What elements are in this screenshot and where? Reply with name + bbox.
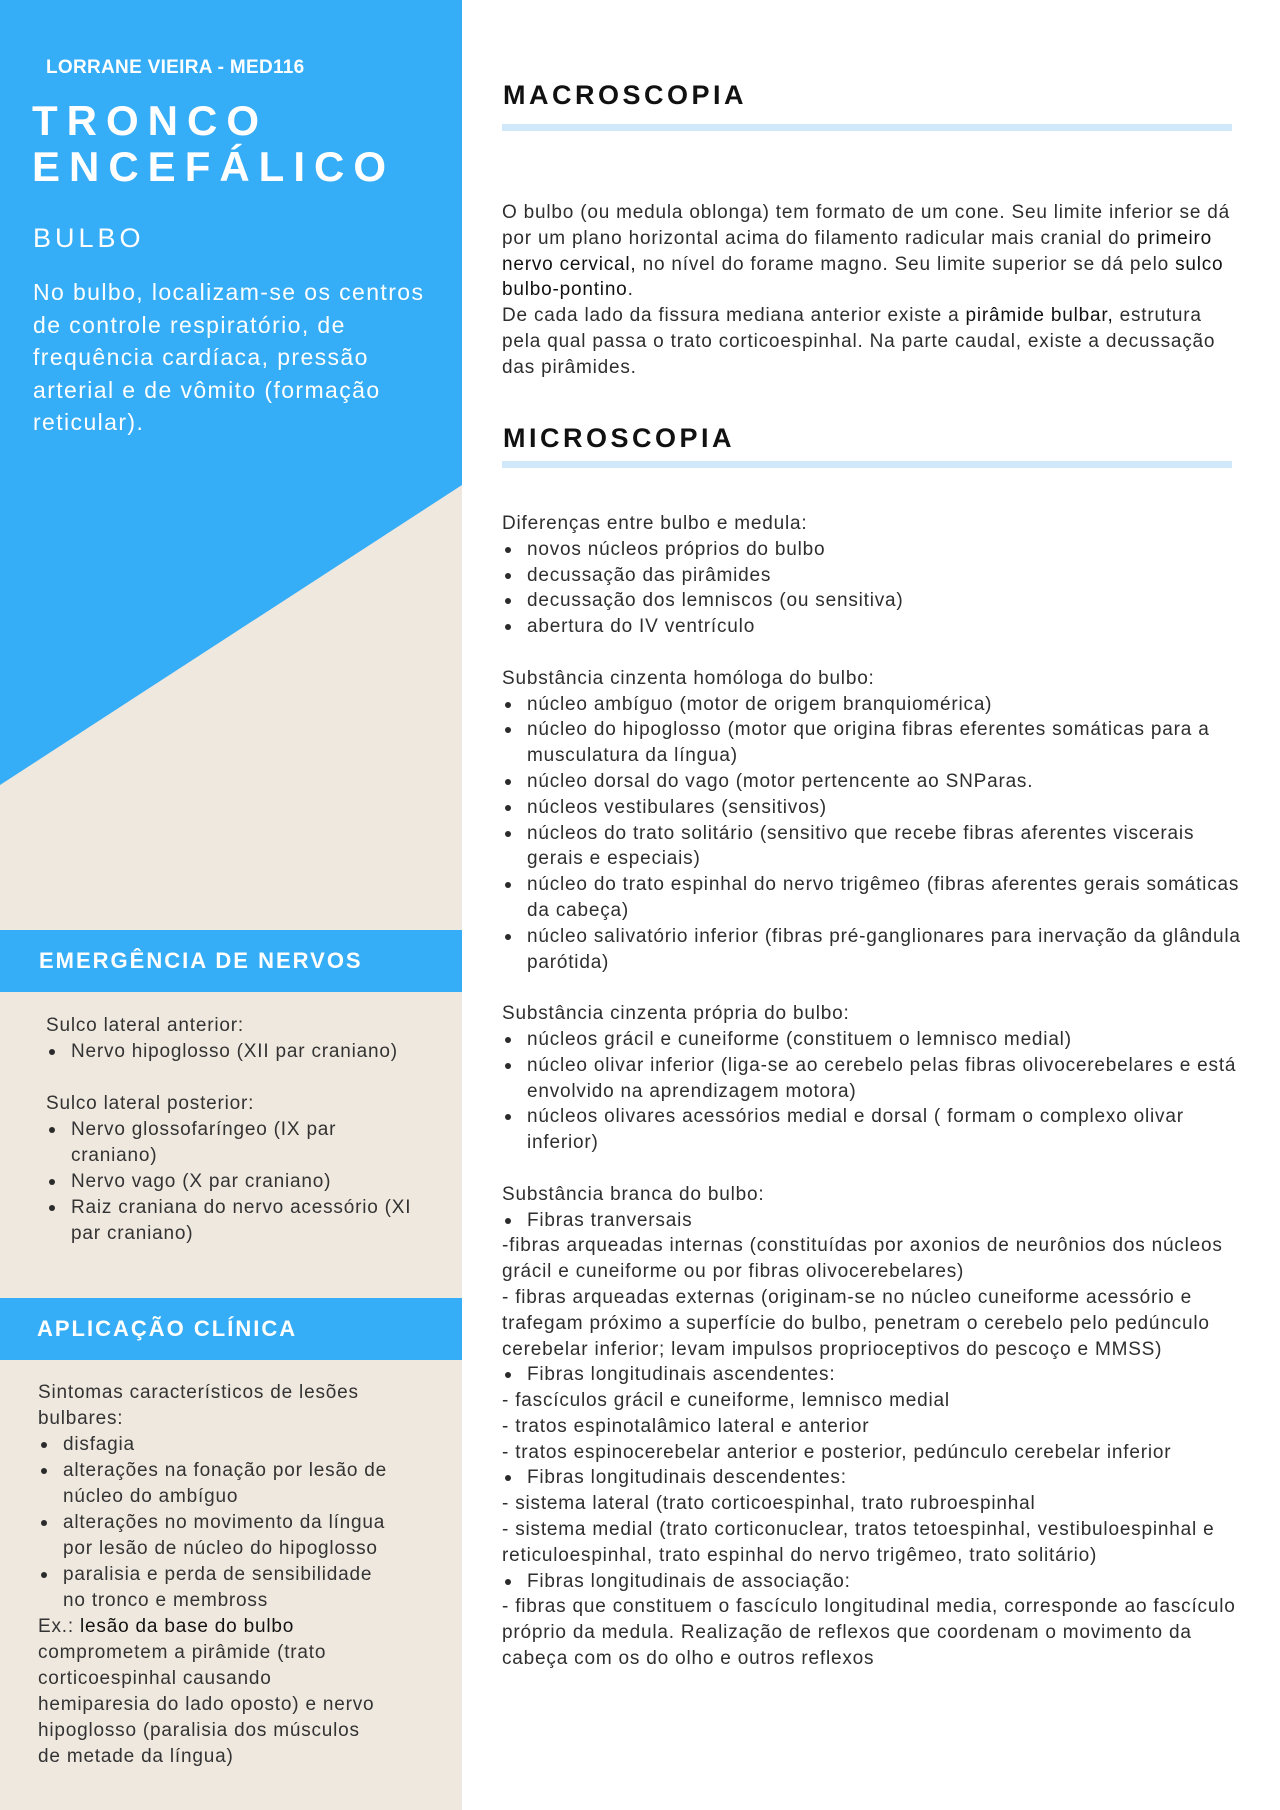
list-item: Nervo glossofaríngeo (IX par craniano) bbox=[46, 1117, 416, 1169]
list-item: abertura do IV ventrículo bbox=[502, 614, 1242, 640]
homologa-label: Substância cinzenta homóloga do bulbo: bbox=[502, 667, 875, 689]
list-item: núcleos olivares acessórios medial e dorsal ( formam o complexo olivar inferior) bbox=[502, 1104, 1242, 1156]
list-item: Raiz craniana do nervo acessório (XI par craniano) bbox=[46, 1195, 416, 1247]
list-item: alterações no movimento da língua por lesão de núcleo do hipoglosso bbox=[38, 1510, 398, 1562]
propria-label: Substância cinzenta própria do bulbo: bbox=[502, 1003, 850, 1025]
heading-microscopia: MICROSCOPIA bbox=[503, 423, 736, 453]
heading-rule bbox=[502, 461, 1232, 468]
example-highlight: lesão da base do bulbo bbox=[80, 1616, 295, 1637]
aplicacao-example bbox=[38, 1614, 378, 1770]
branca-label: Substância branca do bulbo: bbox=[502, 1183, 765, 1205]
list-item: núcleo dorsal do vago (motor pertencente ao SNParas. bbox=[502, 769, 1242, 795]
list-item: núcleos grácil e cuneiforme (constituem o lemnisco medial) bbox=[502, 1027, 1242, 1053]
text-line: - fascículos grácil e cuneiforme, lemnisco medial bbox=[502, 1390, 950, 1412]
example-text: comprometem a pirâmide (trato corticoespinhal causando hemiparesia do lado oposto) e nervo hipoglosso (paralisia dos músculos de metade da língua) bbox=[38, 1642, 375, 1767]
section-heading-emergencia: EMERGÊNCIA DE NERVOS bbox=[0, 930, 462, 992]
intro-text: No bulbo, localizam-se os centros de controle respiratório, de frequência cardíaca, pressão arterial e de vômito (formação reticular). bbox=[33, 279, 425, 435]
list-item: paralisia e perda de sensibilidade no tronco e membross bbox=[38, 1562, 398, 1614]
list-item: disfagia bbox=[38, 1432, 398, 1458]
list-item: núcleo do hipoglosso (motor que origina fibras eferentes somáticas para a musculatura da língua) bbox=[502, 717, 1242, 769]
list-item: Fibras longitudinais ascendentes: bbox=[502, 1362, 1242, 1388]
author-name: LORRANE VIEIRA - MED116 bbox=[46, 57, 305, 78]
diferencas-label: Diferenças entre bulbo e medula: bbox=[502, 513, 808, 534]
list-item: núcleo salivatório inferior (fibras pré-ganglionares para inervação da glândula parótida) bbox=[502, 924, 1242, 976]
list-item: Nervo vago (X par craniano) bbox=[46, 1169, 416, 1195]
list-item: núcleo ambíguo (motor de origem branquiomérica) bbox=[502, 692, 1242, 718]
list-item: núcleos vestibulares (sensitivos) bbox=[502, 795, 1242, 821]
text-line: -fibras arqueadas internas (constituídas por axonios de neurônios dos núcleos grácil e cuneiforme ou por fibras olivocerebelares) bbox=[502, 1235, 1223, 1283]
list-item: Fibras tranversais bbox=[502, 1208, 1242, 1234]
text-line: - fibras que constituem o fascículo longitudinal media, corresponde ao fascículo próprio da medula. Realização de reflexos que coordenam o movimento da cabeça com os do olho e outros reflexos bbox=[502, 1596, 1236, 1670]
page-subtitle: BULBO bbox=[33, 223, 145, 253]
text-line: - tratos espinotalâmico lateral e anterior bbox=[502, 1415, 870, 1437]
text-line: - sistema lateral (trato corticoespinhal, trato rubroespinhal bbox=[502, 1493, 1036, 1515]
posterior-label: Sulco lateral posterior: bbox=[46, 1092, 255, 1114]
list-item: decussação das pirâmides bbox=[502, 563, 1242, 589]
aplicacao-content bbox=[38, 1380, 408, 1770]
text-line: - fibras arqueadas externas (originam-se no núcleo cuneiforme acessório e trafegam próximo a superfície do bulbo, penetram o cerebelo pelo pedúnculo cerebelar inferior; levam impulsos proprioceptivos do pescoço e MMSS) bbox=[502, 1286, 1210, 1360]
macroscopia-paragraph-2: De cada lado da fissura mediana anterior existe a pirâmide bulbar, estrutura pela qual passa o trato corticoespinhal. Na parte caudal, existe a decussação das pirâmides. bbox=[502, 305, 1216, 378]
list-item: Nervo hipoglosso (XII par craniano) bbox=[46, 1039, 446, 1065]
aplicacao-label: Sintomas característicos de lesões bulbares: bbox=[38, 1382, 359, 1429]
anterior-label: Sulco lateral anterior: bbox=[46, 1015, 244, 1036]
sidebar bbox=[0, 0, 462, 1810]
list-item: novos núcleos próprios do bulbo bbox=[502, 537, 1242, 563]
title-line-2: ENCEFÁLICO bbox=[32, 143, 395, 190]
list-item: decussação dos lemniscos (ou sensitiva) bbox=[502, 588, 1242, 614]
heading-macroscopia: MACROSCOPIA bbox=[503, 80, 748, 110]
heading-rule bbox=[502, 124, 1232, 131]
title-line-1: TRONCO bbox=[32, 97, 268, 144]
text-line: - sistema medial (trato corticonuclear, tratos tetoespinhal, vestibuloespinhal e reticuloespinhal, trato espinhal do nervo trigêmeo, trato solitário) bbox=[502, 1519, 1215, 1566]
list-item: núcleo do trato espinhal do nervo trigêmeo (fibras aferentes gerais somáticas da cabeça) bbox=[502, 872, 1242, 924]
section-heading-aplicacao: APLICAÇÃO CLÍNICA bbox=[0, 1298, 462, 1360]
list-item: alterações na fonação por lesão de núcleo do ambíguo bbox=[38, 1458, 398, 1510]
list-item: Fibras longitudinais descendentes: bbox=[502, 1465, 1242, 1491]
text-line: - tratos espinocerebelar anterior e posterior, pedúnculo cerebelar inferior bbox=[502, 1441, 1172, 1463]
microscopia-text bbox=[502, 511, 1242, 1672]
list-item: núcleo olivar inferior (liga-se ao cerebelo pelas fibras olivocerebelares e está envolvido na aprendizagem motora) bbox=[502, 1053, 1242, 1105]
list-item: Fibras longitudinais de associação: bbox=[502, 1569, 1242, 1595]
page-title bbox=[32, 98, 395, 190]
emergencia-content bbox=[46, 1013, 446, 1247]
macroscopia-text bbox=[502, 200, 1242, 381]
list-item: núcleos do trato solitário (sensitivo que recebe fibras aferentes viscerais gerais e especiais) bbox=[502, 821, 1242, 873]
example-prefix: Ex.: bbox=[38, 1616, 81, 1637]
macroscopia-paragraph-1: O bulbo (ou medula oblonga) tem formato de um cone. Seu limite inferior se dá por um plano horizontal acima do filamento radicular mais cranial do primeiro nervo cervical, no nível do forame magno. Seu limite superior se dá pelo sulco bulbo-pontino. bbox=[502, 202, 1231, 301]
